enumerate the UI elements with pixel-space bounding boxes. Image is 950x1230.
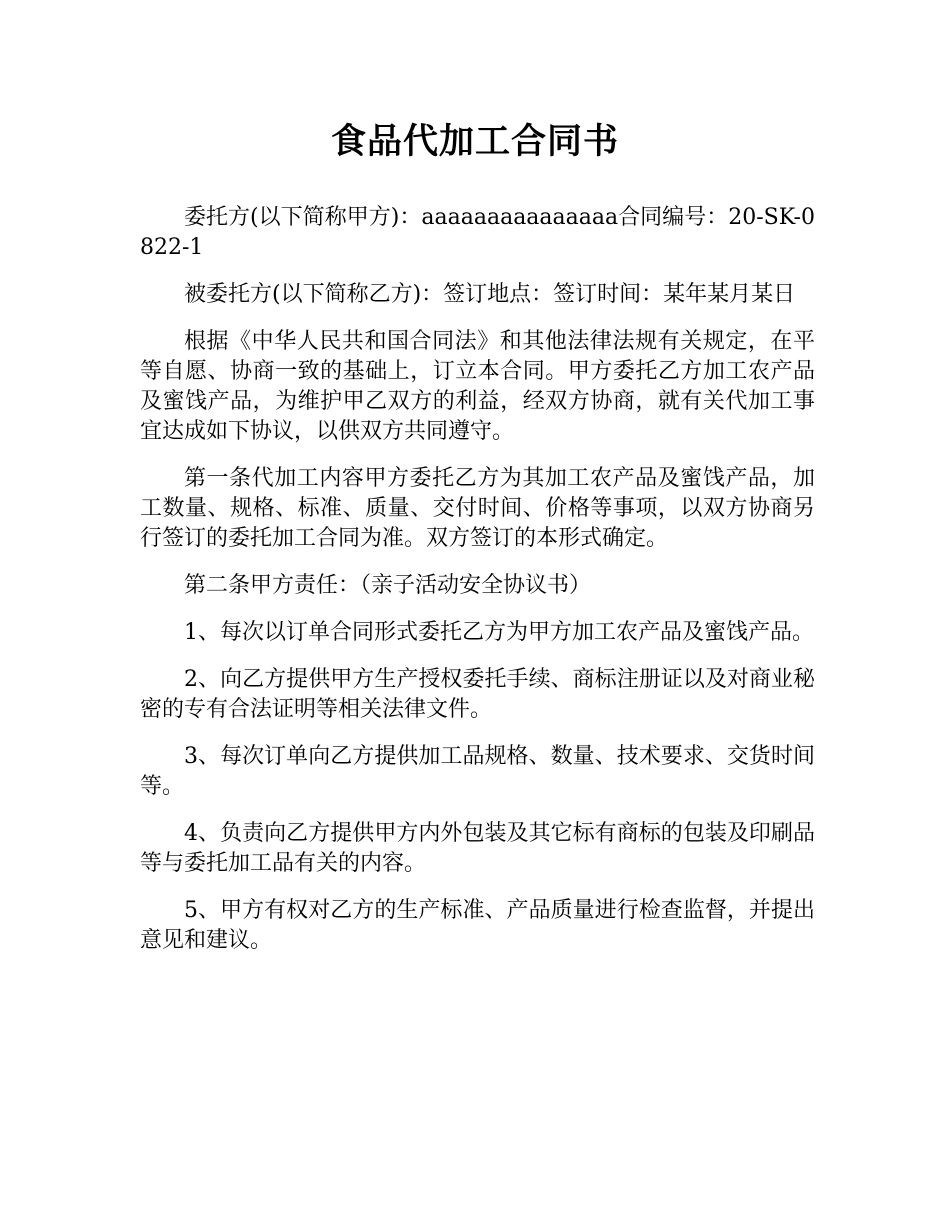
paragraph-client-info: 委托方(以下简称甲方)：aaaaaaaaaaaaaaa合同编号：20-SK-0822-1 bbox=[140, 205, 815, 260]
paragraph-item-2: 2、向乙方提供甲方生产授权委托手续、商标注册证以及对商业秘密的专有合法证明等相关法律文件。 bbox=[140, 667, 815, 722]
paragraph-item-3: 3、每次订单向乙方提供加工品规格、数量、技术要求、交货时间等。 bbox=[140, 744, 815, 799]
paragraph-item-1: 1、每次以订单合同形式委托乙方为甲方加工农产品及蜜饯产品。 bbox=[184, 620, 814, 645]
paragraph-article-1: 第一条代加工内容甲方委托乙方为其加工农产品及蜜饯产品，加工数量、规格、标准、质量、交付时间、价格等事项，以双方协商另行签订的委托加工合同为准。双方签订的本形式确定。 bbox=[140, 466, 815, 551]
paragraph-contractor-info: 被委托方(以下简称乙方)：签订地点：签订时间：某年某月某日 bbox=[184, 282, 796, 307]
paragraph-preamble: 根据《中华人民共和国合同法》和其他法律法规有关规定，在平等自愿、协商一致的基础上，订立本合同。甲方委托乙方加工农产品及蜜饯产品，为维护甲乙双方的利益，经双方协商，就有关代加工事宜达成如下协议，以供双方共同遵守。 bbox=[140, 329, 815, 444]
document-body bbox=[140, 203, 815, 973]
document-title: 食品代加工合同书 bbox=[330, 122, 619, 162]
paragraph-item-4: 4、负责向乙方提供甲方内外包装及其它标有商标的包装及印刷品等与委托加工品有关的内容。 bbox=[140, 821, 815, 876]
paragraph-article-2-heading: 第二条甲方责任：（亲子活动安全协议书） bbox=[184, 573, 592, 598]
paragraph-item-5: 5、甲方有权对乙方的生产标准、产品质量进行检查监督，并提出意见和建议。 bbox=[140, 898, 815, 953]
